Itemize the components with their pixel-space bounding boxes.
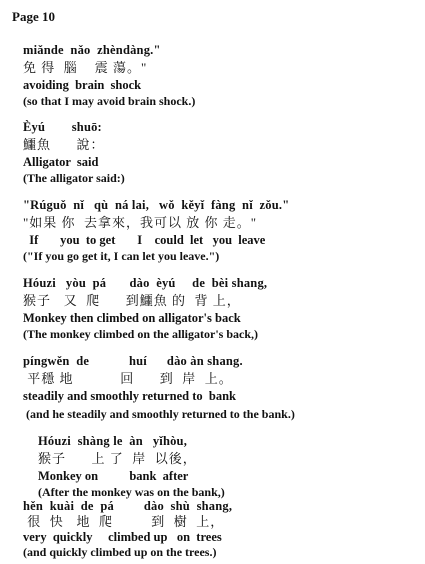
pinyin-line: Hóuzi shàng le àn yǐhòu, xyxy=(38,434,188,448)
translation-line: ("If you go get it, I can let you leave.") xyxy=(23,249,220,263)
english-gloss: Alligator said xyxy=(23,155,99,169)
chinese-line: 平穩 地 回 到 岸 上。 xyxy=(23,371,233,386)
translation-line: (The alligator said:) xyxy=(23,171,125,185)
english-gloss: Monkey on bank after xyxy=(38,469,189,483)
translation-line: (and he steadily and smoothly returned to the bank.) xyxy=(23,407,295,421)
page-label: Page 10 xyxy=(12,9,55,24)
chinese-line: 很 快 地 爬 到 樹 上， xyxy=(23,514,225,529)
chinese-line: 免 得 腦 震 蕩。" xyxy=(23,60,148,75)
chinese-line: "如果 你 去拿來，我可以 放 你 走。" xyxy=(23,215,258,230)
english-gloss: Monkey then climbed on alligator's back xyxy=(23,311,241,325)
pinyin-line: Hóuzi yòu pá dào èyú de bèi shang, xyxy=(23,276,268,290)
pinyin-line: "Rúguǒ nǐ qù ná lai, wǒ kěyǐ fàng nǐ zǒu." xyxy=(23,198,290,212)
chinese-line: 猴子 又 爬 到鱷魚 的 背 上， xyxy=(23,293,241,308)
translation-line: (After the monkey was on the bank,) xyxy=(38,485,225,499)
translation-line: (The monkey climbed on the alligator's back,) xyxy=(23,327,259,341)
chinese-line: 猴子 上 了 岸 以後， xyxy=(38,451,197,466)
pinyin-line: miǎnde nǎo zhèndàng." xyxy=(23,43,161,57)
english-gloss: If you to get I could let you leave xyxy=(23,233,266,247)
translation-line: (and quickly climbed up on the trees.) xyxy=(23,545,217,559)
english-gloss: steadily and smoothly returned to bank xyxy=(23,389,236,403)
english-gloss: very quickly climbed up on trees xyxy=(23,530,222,544)
pinyin-line: hěn kuài de pá dào shù shang, xyxy=(23,499,233,513)
pinyin-line: Èyú shuō: xyxy=(23,120,102,134)
pinyin-line: píngwěn de huí dào àn shang. xyxy=(23,354,243,368)
translation-line: (so that I may avoid brain shock.) xyxy=(23,94,196,108)
chinese-line: 鱷魚 說： xyxy=(23,137,105,152)
english-gloss: avoiding brain shock xyxy=(23,78,142,92)
